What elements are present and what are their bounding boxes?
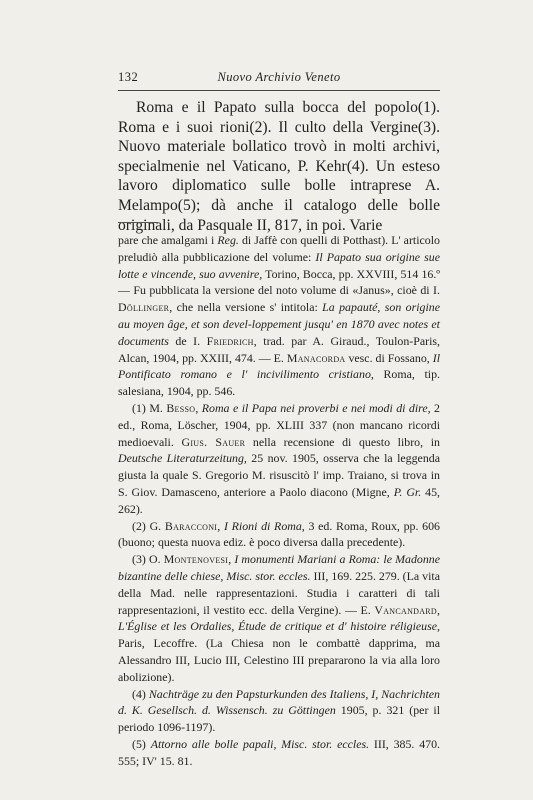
footnote-separator: [118, 222, 158, 223]
header-rule: [118, 90, 440, 91]
footnote-4: (4) Nachträge zu den Papsturkunden des Italiens, I, Nachrichten d. K. Gesellsch. d. Wissensch. zu Göttingen 1905, p. 321 (per il periodo 1096-1197).: [118, 686, 440, 735]
footnote-3: (3) O. Montenovesi, I monumenti Mariani a Roma: le Madonne bizantine delle chiese, Misc. stor. eccles. III, 169. 225. 279. (La vita della Mad. nelle rappresentazioni. Studia i caratteri di tali rappresentazioni, il vestito ecc. della Vergine). — E. Vancandard, L'Église et les Ordalies, Étude de critique et d' histoire réligieuse, Paris, Lecoffre. (La Chiesa non le combattè dapprima, ma Alessandro III, Lucio III, Celestino III prepararono la via alla loro abolizione).: [118, 552, 441, 684]
footnote-1: (1) M. Besso, Roma e il Papa nei proverbi e nei modi di dire, 2 ed., Roma, Löscher, 1904, pp. XLIII 337 (non mancano ricordi medioevali. Gius. Sauer nella recensione di questo libro, in Deutsche Literaturzeitung, 25 nov. 1905, osserva che la leggenda giusta la quale S. Gregorio M. risuscitò l' imp. Traiano, si trova in S. Giov. Damasceno, anteriore a Paolo diacono (Migne, P. Gr. 45, 262).: [118, 400, 441, 516]
footnote-2: (2) G. Baracconi, I Rioni di Roma, 3 ed. Roma, Roux, pp. 606 (buono; questa nuova ediz. è poco diversa dalla precedente).: [118, 518, 440, 550]
running-title: Nuovo Archivio Veneto: [217, 70, 341, 84]
page-number: 132: [118, 70, 139, 84]
main-text: [118, 98, 440, 235]
page-header: [118, 70, 440, 88]
footnote-5: (5) Attorno alle bolle papali, Misc. stor. eccles. III, 385. 470. 555; IV' 15. 81.: [118, 736, 441, 768]
footnotes: [118, 232, 440, 770]
footnote-continuation: pare che amalgami i Reg. di Jaffè con quelli di Potthast). L' articolo preludiò alla pubblicazione del volume: Il Papato sua origine sue lotte e vincende, suo avvenire, Torino, Bocca, pp. XXVIII, 514 16.º — Fu pubblicata la versione del noto volume di «Janus», cioè di I. Döllinger, che nella versione s' intitola: La papauté, son origine au moyen âge, et son devel-loppement jusqu' en 1870 avec notes et documents de I. Friedrich, trad. par A. Giraud., Toulon-Paris, Alcan, 1904, pp. XXIII, 474. — E. Manacorda vesc. di Fossano, Il Pontificato romano e l' incivilimento cristiano, Roma, tip. salesiana, 1904, pp. 546.: [118, 233, 441, 399]
main-paragraph: Roma e il Papato sulla bocca del popolo(1). Roma e i suoi rioni(2). Il culto della Vergine(3). Nuovo materiale bollatico trovò in molti archivi, specialmenie nel Vaticano, P. Kehr(4). Un esteso lavoro diplomatico sulle bolle intraprese A. Melampo(5); dà anche il catalogo delle bolle originali, da Pasquale II, 817, in poi. Varie: [118, 99, 440, 234]
